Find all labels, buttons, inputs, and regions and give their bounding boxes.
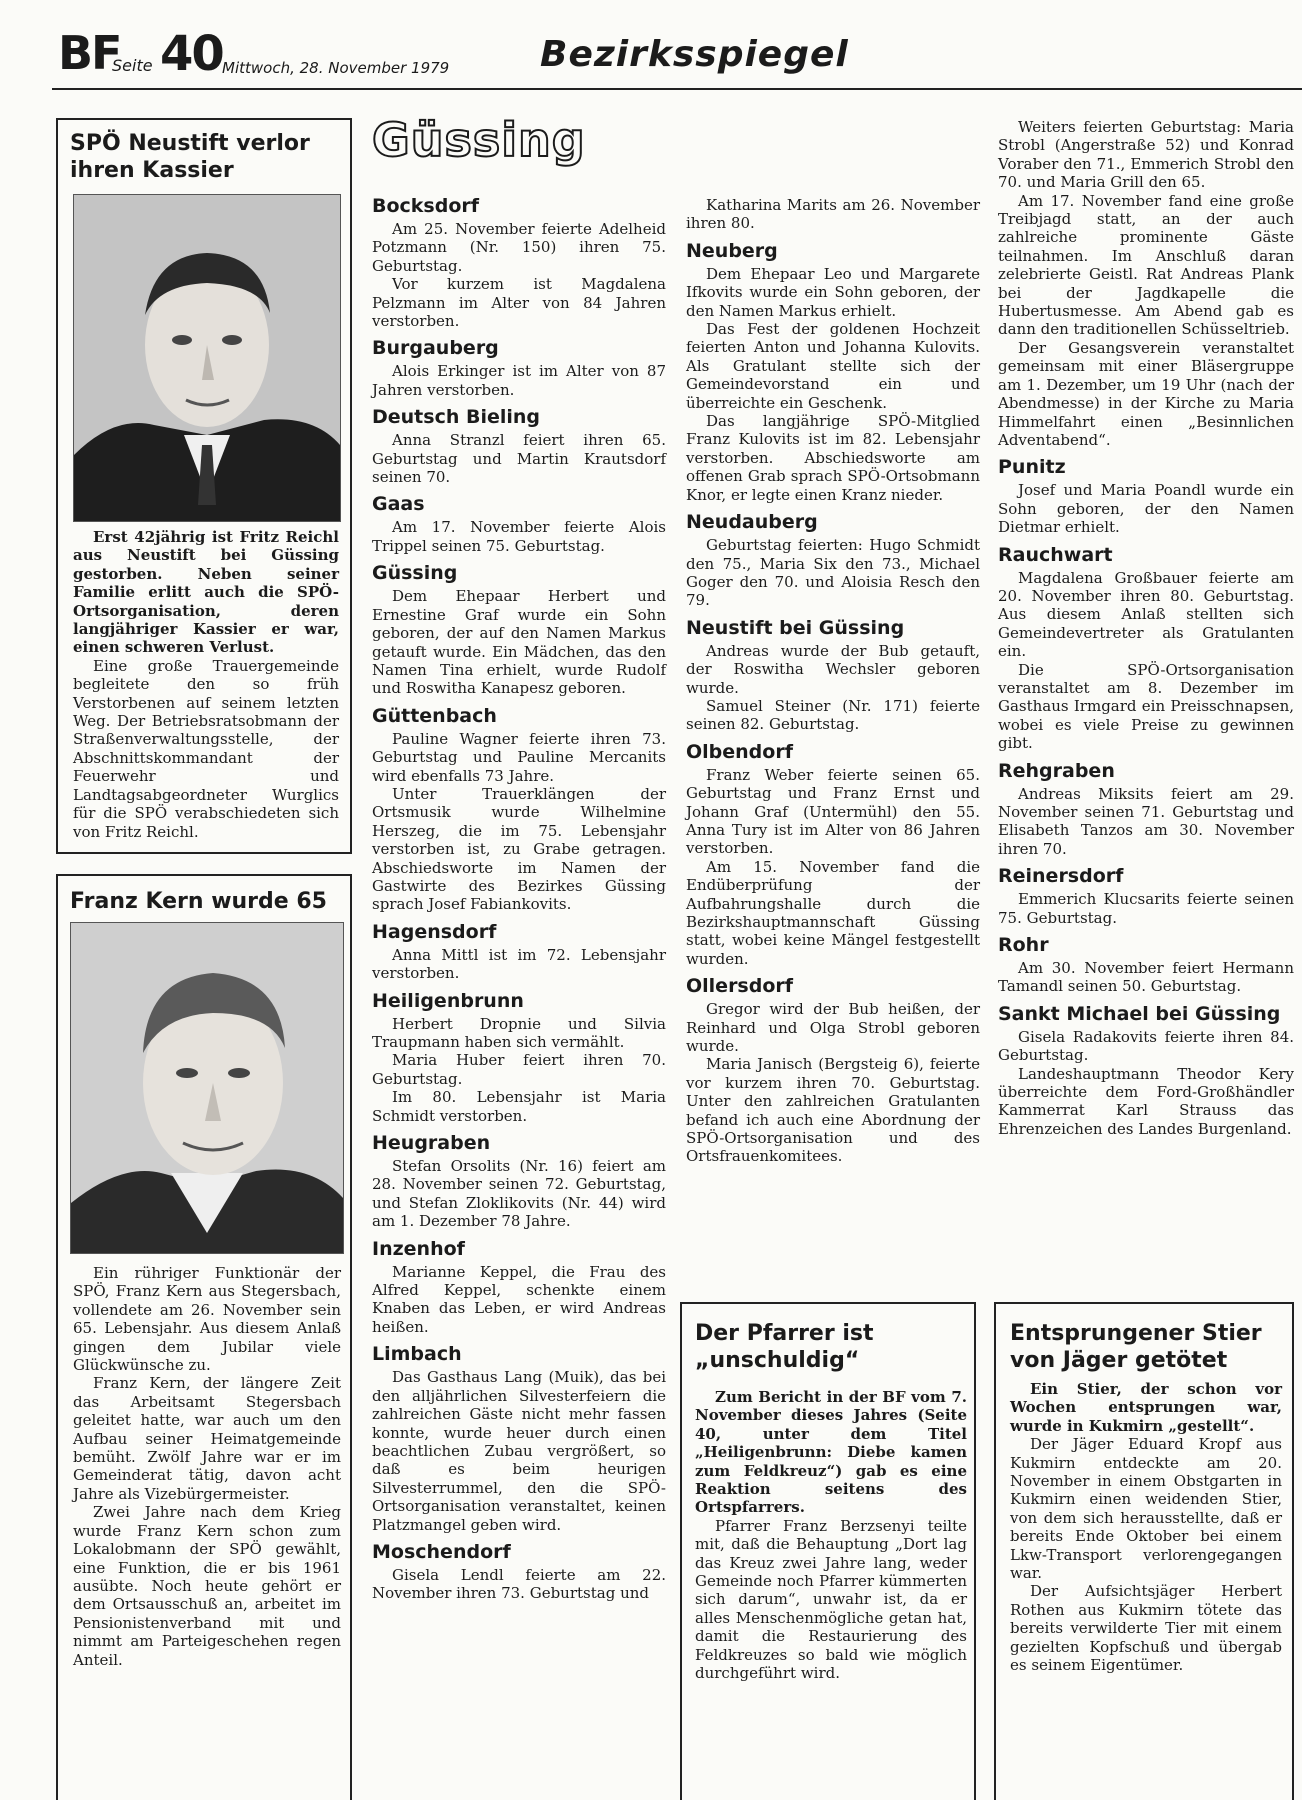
col1-place-heading: Burgauberg (372, 337, 499, 360)
col2-place-paragraph: Maria Janisch (Bergsteig 6), feierte vor kurzem ihren 70. Geburtstag. Unter den zahlreichen Gratulanten befand ich auch eine Abordnung der SPÖ-Ortsorganisation und des Ortsfrauenkomitees. (686, 1055, 980, 1166)
col2-place-paragraph: Das Fest der goldenen Hochzeit feierten Anton und Johanna Kulovits. Als Gratulant stellte sich der Gemeindevorstand ein und überreichte ein Geschenk. (686, 320, 980, 412)
col2-place-paragraph: Dem Ehepaar Leo und Margarete Ifkovits wurde ein Sohn geboren, der den Namen Markus erhielt. (686, 264, 980, 320)
col1-place-paragraph: Am 17. November feierte Alois Trippel seinen 75. Geburtstag. (372, 518, 666, 555)
article-kern-title: Franz Kern wurde 65 (70, 889, 327, 914)
col2-place-paragraph: Franz Weber feierte seinen 65. Geburtstag und Franz Ernst und Johann Graf (Untermühl) den 55. Anna Tury ist im Alter von 86 Jahren verstorben. (686, 765, 980, 858)
col3-place-heading: Sankt Michael bei Güssing (998, 1002, 1281, 1025)
col3-place-heading: Rauchwart (998, 543, 1113, 566)
col2-place-heading: Neustift bei Güssing (686, 616, 905, 639)
col3-place-heading: Rehgraben (998, 759, 1115, 782)
col2-place-heading: Neuberg (686, 239, 778, 262)
article-pfarrer-title-2: „unschuldig“ (695, 1348, 860, 1373)
col3-intro-paragraph: Weiters feierten Geburtstag: Maria Strobl (Angerstraße 52) und Konrad Voraber den 71., Emmerich Strobl den 70. und Maria Grill den 65. (998, 118, 1294, 192)
article-neustift-title-1: SPÖ Neustift verlor (70, 131, 310, 156)
article-neustift-box (56, 118, 352, 854)
col1-place-paragraph: Anna Mittl ist im 72. Lebensjahr verstorben. (372, 945, 666, 983)
article-stier-lead: Ein Stier, der schon vor Wochen entsprungen war, wurde in Kukmirn „gestellt“. (1010, 1380, 1282, 1435)
col1-place-paragraph: Anna Stranzl feiert ihren 65. Geburtstag und Martin Krautsdorf seinen 70. (372, 431, 666, 487)
article-kern-p3: Zwei Jahre nach dem Krieg wurde Franz Kern schon zum Lokalobmann der SPÖ gewählt, eine Funktion, die er bis 1961 ausübte. Noch heute gehört er dem Ortsausschuß an, arbeitet im Pensionistenverband mit und nimmt am Parteigeschehen regen Anteil. (73, 1503, 341, 1669)
gussing-heading: Güssing (372, 113, 586, 167)
col3-place-paragraph: Die SPÖ-Ortsorganisation veranstaltet am 8. Dezember im Gasthaus Irmgard ein Preisschnapsen, wobei es viele Preise zu gewinnen gibt. (998, 660, 1294, 753)
col2-place-paragraph: Am 15. November fand die Endüberprüfung der Aufbahrungshalle durch die Bezirkshauptmannschaft Güssing statt, wobei keine Mängel festgestellt wurden. (686, 857, 980, 968)
col1-place-paragraph: Vor kurzem ist Magdalena Pelzmann im Alter von 84 Jahren verstorben. (372, 275, 666, 331)
col1-place-heading: Heugraben (372, 1132, 491, 1155)
article-stier-box (994, 1302, 1294, 1800)
col1-place-paragraph: Am 25. November feierte Adelheid Potzmann (Nr. 150) ihren 75. Geburtstag. (372, 220, 666, 275)
photo-franz-kern (70, 922, 344, 1254)
article-kern-p1: Ein rühriger Funktionär der SPÖ, Franz Kern aus Stegersbach, vollendete am 26. November sein 65. Lebensjahr. Aus diesem Anlaß gingen dem Jubilar viele Glückwünsche zu. (73, 1264, 341, 1375)
col2-place-paragraph: Andreas wurde der Bub getauft, der Roswitha Wechsler geboren wurde. (686, 641, 980, 697)
article-pfarrer-box (680, 1302, 976, 1800)
col2-place-heading: Olbendorf (686, 740, 793, 763)
photo-fritz-reichl (73, 194, 341, 522)
article-stier-p1: Der Jäger Eduard Kropf aus Kukmirn entdeckte am 20. November in einem Obstgarten in Kukmirn einen weidenden Stier, von dem sich herausstellte, daß er bereits Ende Oktober bei einem Lkw-Transport verlorengegangen war. (1010, 1435, 1282, 1583)
col3-intro-paragraph: Der Gesangsverein veranstaltet gemeinsam mit einer Bläsergruppe am 1. Dezember, um 19 Uhr (nach der Abendmesse) in der Kirche zu Maria Himmelfahrt einen „Besinnlichen Adventabend“. (998, 338, 1294, 449)
col3-place-heading: Punitz (998, 456, 1066, 479)
col3-place-paragraph: Am 30. November feiert Hermann Tamandl seinen 50. Geburtstag. (998, 959, 1294, 996)
news-column-1 (372, 188, 666, 1603)
col2-place-heading: Ollersdorf (686, 975, 794, 998)
article-stier-title-1: Entsprungener Stier (1010, 1321, 1262, 1346)
col2-place-heading: Neudauberg (686, 511, 818, 534)
article-pfarrer-lead: Zum Bericht in der BF vom 7. November dieses Jahres (Seite 40, unter dem Titel „Heiligenbrunn: Diebe kamen zum Feldkreuz“) gab es eine Reaktion seitens des Ortspfarrers. (695, 1388, 967, 1517)
col3-place-paragraph: Emmerich Klucsarits feierte seinen 75. Geburtstag. (998, 890, 1294, 927)
article-neustift-title-2: ihren Kassier (70, 158, 234, 183)
news-column-3 (998, 118, 1294, 1138)
col3-place-paragraph: Magdalena Großbauer feierte am 20. November ihren 80. Geburtstag. Aus diesem Anlaß stellten sich Gemeindevertreter als Gratulanten ein. (998, 568, 1294, 661)
col3-place-paragraph: Andreas Miksits feiert am 29. November seinen 71. Geburtstag und Elisabeth Tanzos am 30. November ihren 70. (998, 784, 1294, 858)
col1-place-heading: Deutsch Bieling (372, 406, 541, 429)
col2-place-paragraph: Das langjährige SPÖ-Mitglied Franz Kulovits ist im 82. Lebensjahr verstorben. Abschiedsworte am offenen Grab sprach SPÖ-Ortsobmann Knor, er legte einen Kranz nieder. (686, 412, 980, 504)
col3-place-heading: Rohr (998, 934, 1049, 957)
section-title: Bezirksspiegel (540, 34, 849, 75)
col1-place-paragraph: Das Gasthaus Lang (Muik), das bei den alljährlichen Silvesterfeiern die zahlreichen Gäste nicht mehr fassen konnte, wurde heuer durch einen beachtlichen Zubau vergrößert, so daß es beim heurigen Silvesterrummel, den die SPÖ-Ortsorganisation veranstaltet, keinen Platzmangel geben wird. (372, 1368, 666, 1534)
col1-place-paragraph: Pauline Wagner feierte ihren 73. Geburtstag und Pauline Mercanits wird ebenfalls 73 Jahre. (372, 729, 666, 785)
article-neustift-lead: Erst 42jährig ist Fritz Reichl aus Neustift bei Güssing gestorben. Neben seiner Familie erlitt auch die SPÖ-Ortsorganisation, deren langjähriger Kassier er war, einen schweren Verlust. (73, 528, 339, 657)
col3-place-paragraph: Landeshauptmann Theodor Kery überreichte dem Ford-Großhändler Kammerrat Karl Strauss das Ehrenzeichen des Landes Burgenland. (998, 1064, 1294, 1138)
col1-place-heading: Heiligenbrunn (372, 989, 524, 1012)
col1-place-heading: Limbach (372, 1343, 462, 1366)
col1-place-paragraph: Gisela Lendl feierte am 22. November ihren 73. Geburtstag und (372, 1565, 666, 1603)
article-pfarrer-body: Pfarrer Franz Berzsenyi teilte mit, daß die Behauptung „Dort lag das Kreuz zwei Jahre lang, weder Gemeinde noch Pfarrer kümmerten sich darum“, unwahr ist, da er alles Menschenmögliche getan hat, damit die Restaurierung des Feldkreuzes so bald wie möglich durchgeführt wird. (695, 1516, 967, 1683)
col1-place-heading: Güttenbach (372, 704, 497, 727)
col3-intro-paragraph: Am 17. November fand eine große Treibjagd statt, an der auch zahlreiche prominente Gäste teilnahmen. Im Anschluß daran zelebrierte Geistl. Rat Andreas Plank bei der Jagdkapelle die Hubertusmesse. Am Abend gab es dann den traditionellen Schüsseltrieb. (998, 191, 1294, 339)
col1-place-heading: Bocksdorf (372, 195, 480, 217)
col2-place-paragraph: Geburtstag feierten: Hugo Schmidt den 75., Maria Six den 73., Michael Goger den 70. und Aloisia Resch den 79. (686, 536, 980, 610)
col1-place-paragraph: Alois Erkinger ist im Alter von 87 Jahren verstorben. (372, 362, 666, 399)
article-neustift-body: Eine große Trauergemeinde begleitete den so früh Verstorbenen auf seinem letzten Weg. Der Betriebsratsobmann der Straßenverwaltungsstelle, der Abschnittskommandant der Feuerwehr und Landtagsabgeordneter Wurglics für die SPÖ verabschiedeten sich von Fritz Reichl. (73, 656, 339, 841)
issue-date: Mittwoch, 28. November 1979 (222, 59, 450, 77)
col2-intro: Katharina Marits am 26. November ihren 80. (686, 196, 980, 233)
news-column-2 (686, 196, 980, 1166)
article-stier-p2: Der Aufsichtsjäger Herbert Rothen aus Kukmirn tötete das bereits verwilderte Tier mit einem gezielten Kopfschuß und übergab es seinem Eigentümer. (1010, 1582, 1282, 1675)
col1-place-heading: Inzenhof (372, 1237, 465, 1260)
col1-place-paragraph: Stefan Orsolits (Nr. 16) feiert am 28. November seinen 72. Geburtstag, und Stefan Zloklikovits (Nr. 44) wird am 1. Dezember 78 Jahre. (372, 1157, 666, 1231)
col1-place-paragraph: Dem Ehepaar Herbert und Ernestine Graf wurde ein Sohn geboren, der auf den Namen Markus getauft wurde. Ein Mädchen, das den Namen Tina erhielt, wurde Rudolf und Roswitha Kanapesz geboren. (372, 587, 666, 698)
article-kern-p2: Franz Kern, der längere Zeit das Arbeitsamt Stegersbach geleitet hatte, war auch um den Aufbau seiner Heimatgemeinde bemüht. Zwölf Jahre war er im Gemeinderat tätig, davon acht Jahre als Vizebürgermeister. (73, 1374, 341, 1503)
article-stier-title-2: von Jäger getötet (1010, 1348, 1228, 1373)
col1-place-paragraph: Maria Huber feiert ihren 70. Geburtstag. (372, 1051, 666, 1088)
page-label: Seite (112, 56, 153, 75)
col1-place-heading: Gaas (372, 493, 425, 516)
article-kern-box (56, 874, 352, 1800)
article-pfarrer-title-1: Der Pfarrer ist (695, 1321, 874, 1346)
col1-place-heading: Hagensdorf (372, 920, 497, 943)
col3-place-heading: Reinersdorf (998, 865, 1124, 888)
col2-place-paragraph: Gregor wird der Bub heißen, der Reinhard und Olga Strobl geboren wurde. (686, 1000, 980, 1056)
col1-place-paragraph: Herbert Dropnie und Silvia Traupmann haben sich vermählt. (372, 1014, 666, 1051)
col3-place-paragraph: Josef und Maria Poandl wurde ein Sohn geboren, der den Namen Dietmar erhielt. (998, 481, 1294, 537)
col1-place-paragraph: Unter Trauerklängen der Ortsmusik wurde Wilhelmine Herszeg, die im 75. Lebensjahr verstorben ist, zu Grabe getragen. Abschiedsworte im Namen der Gastwirte des Bezirkes Güssing sprach Josef Fabiankovits. (372, 784, 666, 914)
col1-place-paragraph: Im 80. Lebensjahr ist Maria Schmidt verstorben. (372, 1088, 666, 1125)
masthead-logo: BF (58, 26, 121, 80)
col1-place-heading: Moschendorf (372, 1540, 511, 1563)
header-rule (52, 88, 1302, 90)
col1-place-paragraph: Marianne Keppel, die Frau des Alfred Keppel, schenkte einem Knaben das Leben, er wird Andreas heißen. (372, 1262, 666, 1336)
col2-place-paragraph: Samuel Steiner (Nr. 171) feierte seinen 82. Geburtstag. (686, 696, 980, 734)
page-number: 40 (160, 26, 223, 82)
col3-place-paragraph: Gisela Radakovits feierte ihren 84. Geburtstag. (998, 1027, 1294, 1065)
col1-place-heading: Güssing (372, 562, 458, 585)
